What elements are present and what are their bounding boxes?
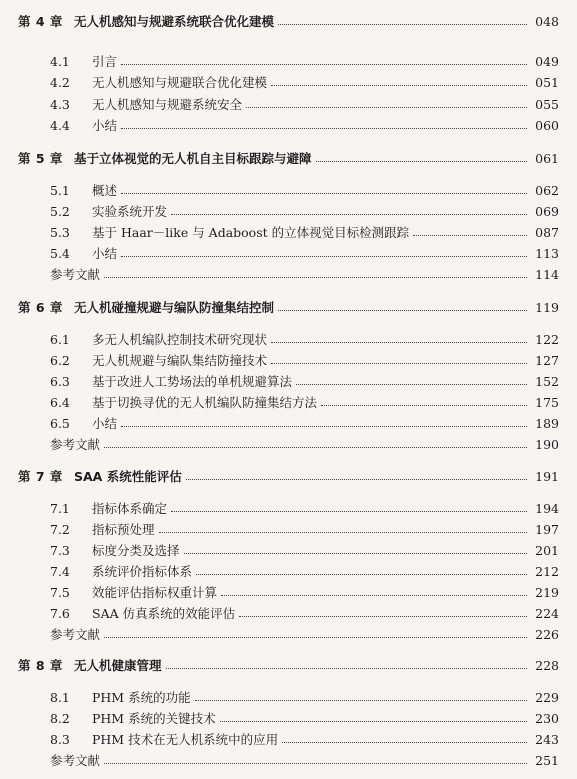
leader-dots: [171, 502, 527, 512]
leader-dots: [104, 628, 527, 638]
page-number: 190: [535, 436, 559, 452]
section-number: 6.2: [50, 352, 70, 368]
page-number: 197: [535, 521, 559, 537]
section-number: 7.1: [50, 500, 70, 516]
section-number: 8.2: [50, 710, 70, 726]
leader-dots: [278, 15, 527, 25]
toc-section[interactable]: [50, 351, 559, 369]
section-number: 4.2: [50, 74, 70, 90]
page-number: 087: [535, 224, 559, 240]
page-number: 229: [535, 689, 559, 705]
section-title: 无人机感知与规避联合优化建模: [92, 75, 268, 90]
chapter-number: 第 7 章: [18, 469, 63, 484]
section-number: 4.1: [50, 53, 70, 69]
page-number: 201: [535, 542, 559, 558]
leader-dots: [166, 659, 527, 669]
section-number: 4.4: [50, 117, 70, 133]
page-number: 219: [535, 584, 559, 600]
leader-dots: [195, 691, 527, 701]
leader-dots: [221, 586, 527, 596]
toc-section[interactable]: [50, 520, 559, 538]
chapter-title: 基于立体视觉的无人机自主目标跟踪与避障: [74, 151, 312, 166]
leader-dots: [186, 470, 527, 480]
section-title: PHM 技术在无人机系统中的应用: [92, 732, 279, 747]
page-number: 191: [535, 468, 559, 484]
chapter-number: 第 5 章: [18, 151, 63, 166]
toc-section[interactable]: [50, 562, 559, 580]
page-number: 051: [535, 74, 559, 90]
page-number: 127: [535, 352, 559, 368]
chapter-heading[interactable]: [18, 467, 559, 485]
section-title: 系统评价指标体系: [92, 564, 193, 579]
page-number: 152: [535, 373, 559, 389]
page-number: 113: [535, 245, 559, 261]
section-number: 5.3: [50, 224, 70, 240]
leader-dots: [316, 152, 527, 162]
section-number: 6.3: [50, 373, 70, 389]
leader-dots: [282, 733, 527, 743]
section-title: 基于切换寻优的无人机编队防撞集结方法: [92, 395, 318, 410]
page-number: 049: [535, 53, 559, 69]
page-number: 055: [535, 96, 559, 112]
page-number: 114: [535, 266, 559, 282]
section-number: 8.1: [50, 689, 70, 705]
leader-dots: [413, 226, 527, 236]
page-number: 230: [535, 710, 559, 726]
page-number: 212: [535, 563, 559, 579]
chapter-title: 无人机健康管理: [74, 658, 162, 673]
section-number: 7.5: [50, 584, 70, 600]
chapter-heading[interactable]: [18, 656, 559, 674]
section-title: 效能评估指标权重计算: [92, 585, 218, 600]
section-title: 无人机感知与规避系统安全: [92, 97, 243, 112]
toc-section[interactable]: [50, 541, 559, 559]
page-number: 243: [535, 731, 559, 747]
references-title: 参考文献: [50, 627, 101, 642]
section-number: 5.1: [50, 182, 70, 198]
page-number: 228: [535, 657, 559, 673]
section-title: 基于 Haar－like 与 Adaboost 的立体视觉目标检测跟踪: [92, 225, 410, 240]
section-title: 引言: [92, 54, 118, 69]
toc-section[interactable]: [50, 52, 559, 70]
section-title: 小结: [92, 416, 118, 431]
page-number: 119: [535, 299, 559, 315]
leader-dots: [171, 205, 527, 215]
section-number: 8.3: [50, 731, 70, 747]
section-number: 5.4: [50, 245, 70, 261]
section-number: 6.1: [50, 331, 70, 347]
section-number: 6.5: [50, 415, 70, 431]
section-title: SAA 仿真系统的效能评估: [92, 606, 236, 621]
page-number: 122: [535, 331, 559, 347]
chapter-heading[interactable]: [18, 12, 559, 30]
page-number: 189: [535, 415, 559, 431]
section-title: 实验系统开发: [92, 204, 168, 219]
toc-section[interactable]: [50, 393, 559, 411]
leader-dots: [271, 333, 527, 343]
leader-dots: [196, 565, 527, 575]
toc-section[interactable]: [50, 372, 559, 390]
chapter-title: SAA 系统性能评估: [74, 469, 182, 484]
page-number: 060: [535, 117, 559, 133]
section-title: 无人机规避与编队集结防撞技术: [92, 353, 268, 368]
toc-references[interactable]: [50, 265, 559, 283]
section-number: 7.3: [50, 542, 70, 558]
leader-dots: [220, 712, 527, 722]
section-title: 概述: [92, 183, 118, 198]
leader-dots: [246, 98, 527, 108]
chapter-heading[interactable]: [18, 298, 559, 316]
leader-dots: [271, 76, 527, 86]
toc-section[interactable]: [50, 583, 559, 601]
page-number: 251: [535, 752, 559, 768]
section-title: 指标预处理: [92, 522, 155, 537]
section-number: 7.4: [50, 563, 70, 579]
toc-references[interactable]: [50, 435, 559, 453]
page-number: 069: [535, 203, 559, 219]
toc-section[interactable]: [50, 730, 559, 748]
toc-section[interactable]: [50, 116, 559, 134]
page-number: 226: [535, 626, 559, 642]
chapter-title: 无人机碰撞规避与编队防撞集结控制: [74, 300, 275, 315]
section-number: 6.4: [50, 394, 70, 410]
toc-section[interactable]: [50, 499, 559, 517]
leader-dots: [184, 544, 527, 554]
leader-dots: [104, 268, 527, 278]
leader-dots: [121, 247, 527, 257]
section-title: PHM 系统的功能: [92, 690, 191, 705]
section-title: 标度分类及选择: [92, 543, 180, 558]
section-title: 基于改进人工势场法的单机规避算法: [92, 374, 293, 389]
section-title: 小结: [92, 246, 118, 261]
references-title: 参考文献: [50, 267, 101, 282]
toc-section[interactable]: [50, 688, 559, 706]
leader-dots: [278, 301, 527, 311]
page-number: 175: [535, 394, 559, 410]
leader-dots: [121, 119, 527, 129]
toc-section[interactable]: [50, 709, 559, 727]
section-number: 4.3: [50, 96, 70, 112]
leader-dots: [271, 354, 527, 364]
toc-section[interactable]: [50, 95, 559, 113]
toc-section[interactable]: [50, 181, 559, 199]
leader-dots: [121, 184, 527, 194]
chapter-number: 第 8 章: [18, 658, 63, 673]
page-number: 048: [535, 13, 559, 29]
toc-section[interactable]: [50, 604, 559, 622]
toc-section[interactable]: [50, 223, 559, 241]
references-title: 参考文献: [50, 753, 101, 768]
page-number: 061: [535, 150, 559, 166]
toc-section[interactable]: [50, 244, 559, 262]
section-number: 7.6: [50, 605, 70, 621]
toc-section[interactable]: [50, 414, 559, 432]
leader-dots: [296, 375, 527, 385]
page-number: 224: [535, 605, 559, 621]
leader-dots: [104, 438, 527, 448]
page-number: 194: [535, 500, 559, 516]
page-number: 062: [535, 182, 559, 198]
toc-references[interactable]: [50, 751, 559, 769]
section-number: 5.2: [50, 203, 70, 219]
section-title: 多无人机编队控制技术研究现状: [92, 332, 268, 347]
leader-dots: [121, 55, 527, 65]
leader-dots: [321, 396, 527, 406]
chapter-heading[interactable]: [18, 149, 559, 167]
leader-dots: [239, 607, 527, 617]
chapter-number: 第 4 章: [18, 14, 63, 29]
section-title: 指标体系确定: [92, 501, 168, 516]
chapter-title: 无人机感知与规避系统联合优化建模: [74, 14, 275, 29]
leader-dots: [104, 754, 527, 764]
section-title: 小结: [92, 118, 118, 133]
toc-section[interactable]: [50, 330, 559, 348]
toc-section[interactable]: [50, 202, 559, 220]
toc-references[interactable]: [50, 625, 559, 643]
leader-dots: [121, 417, 527, 427]
references-title: 参考文献: [50, 437, 101, 452]
leader-dots: [159, 523, 527, 533]
toc-section[interactable]: [50, 73, 559, 91]
section-title: PHM 系统的关键技术: [92, 711, 216, 726]
chapter-number: 第 6 章: [18, 300, 63, 315]
section-number: 7.2: [50, 521, 70, 537]
